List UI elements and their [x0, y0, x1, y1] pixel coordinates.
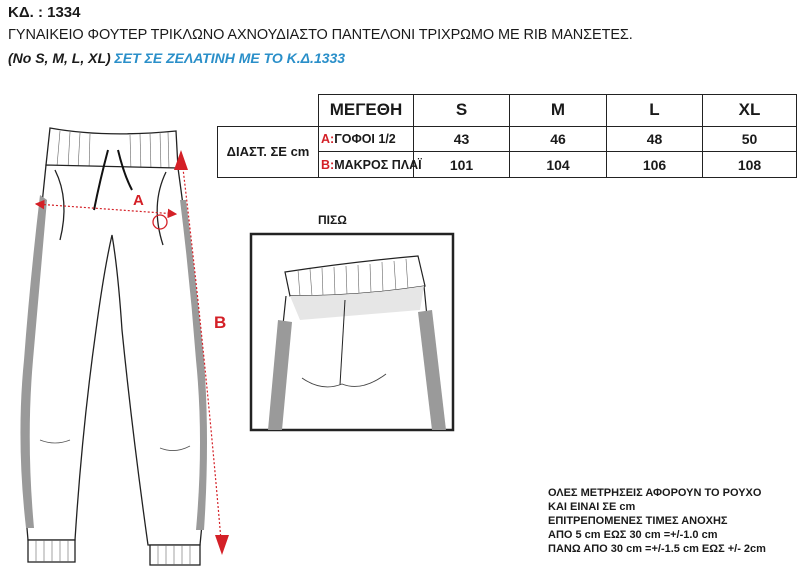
note-line: ΕΠΙΤΡΕΠΟΜΕΝΕΣ ΤΙΜΕΣ ΑΝΟΧΗΣ — [548, 515, 728, 527]
table-cell: 46 — [510, 126, 607, 152]
product-description: ΓΥΝΑΙΚΕΙΟ ΦΟΥΤΕΡ ΤΡΙΚΛΩΝΟ ΑΧΝΟΥΔΙΑΣΤΟ ΠΑΝΤΕΛΟΝΙ ΤΡΙΧΡΩΜΟ ΜΕ RIB ΜΑΝΣΕΤΕΣ. — [8, 27, 633, 43]
note-line: ΠΑΝΩ ΑΠΟ 30 cm =+/-1.5 cm ΕΩΣ +/- 2cm — [548, 543, 766, 555]
row-key: B: — [321, 157, 335, 172]
table-cell: 106 — [607, 152, 703, 178]
table-cell: 48 — [607, 126, 703, 152]
marker-b: B — [214, 313, 227, 332]
table-cell: 43 — [414, 126, 510, 152]
note-line: ΑΠΟ 5 cm ΕΩΣ 30 cm =+/-1.0 cm — [548, 529, 718, 541]
row-name: ΓΟΦΟΙ 1/2 — [334, 132, 396, 146]
back-view-box — [251, 234, 453, 430]
back-view-label: ΠΙΣΩ — [318, 213, 347, 227]
table-cell: 50 — [703, 126, 797, 152]
size-range: (No S, M, L, XL) — [8, 50, 111, 66]
tolerance-notes — [548, 486, 766, 556]
size-header: ΜΕΓΕΘΗ — [319, 95, 414, 127]
set-note: ΣΕΤ ΣΕ ΖΕΛΑΤΙΝΗ ΜΕ ΤΟ Κ.Δ.1333 — [114, 50, 346, 66]
arrow-down-icon — [215, 535, 229, 555]
size-m: M — [510, 95, 607, 127]
table-cell: 108 — [703, 152, 797, 178]
dimension-label: ΔΙΑΣΤ. ΣΕ cm — [218, 126, 319, 177]
note-line: ΟΛΕΣ ΜΕΤΡΗΣΕΙΣ ΑΦΟΡΟΥΝ ΤΟ ΡΟΥΧΟ — [548, 487, 762, 499]
size-s: S — [414, 95, 510, 127]
row-key: A: — [321, 132, 335, 146]
front-pants-illustration — [20, 128, 207, 565]
right-cuff — [150, 545, 200, 565]
table-cell: 101 — [414, 152, 510, 178]
size-l: L — [607, 95, 703, 127]
row-name: ΜΑΚΡΟΣ ΠΛΑΪ — [334, 157, 422, 172]
table-cell: 104 — [510, 152, 607, 178]
marker-a: A — [133, 192, 144, 209]
product-code: ΚΔ. : 1334 — [8, 4, 81, 21]
size-xl: XL — [703, 95, 797, 127]
pant-legs — [23, 165, 206, 545]
note-line: ΚΑΙ ΕΙΝΑΙ ΣΕ cm — [548, 501, 636, 513]
